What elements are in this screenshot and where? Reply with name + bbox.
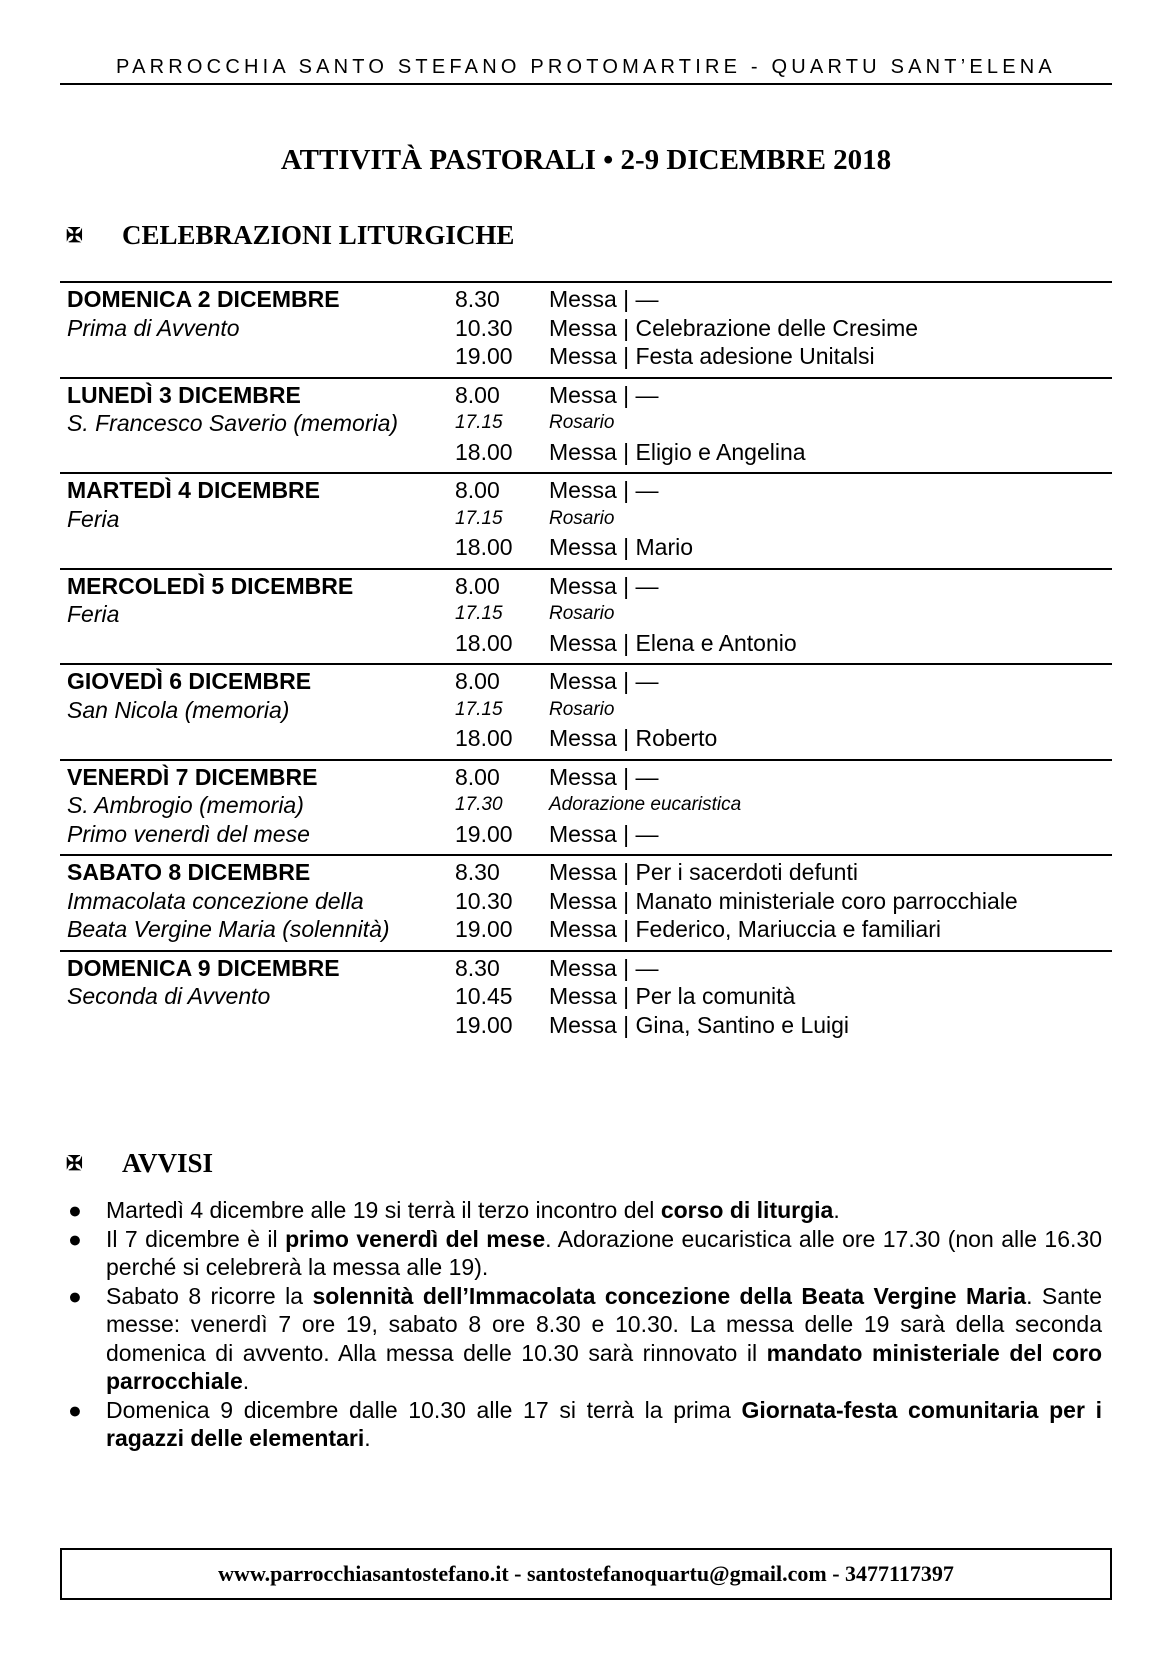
event-time: 10.30	[455, 314, 513, 341]
bullet-icon: ●	[68, 1197, 82, 1223]
notice-text: .	[833, 1197, 840, 1223]
notice-item	[68, 1282, 1102, 1396]
schedule-row	[60, 667, 1112, 696]
day-subtitle: Seconda di Avvento	[67, 983, 271, 1009]
event-description: Messa | Gina, Santino e Luigi	[549, 1011, 850, 1038]
event-description: Messa | Eligio e Angelina	[549, 438, 806, 465]
event-description: Rosario	[549, 507, 615, 529]
notice-item	[68, 1396, 1102, 1453]
event-description: Messa | Roberto	[549, 725, 718, 751]
event-time: 8.00	[455, 763, 500, 790]
day-block	[60, 759, 1112, 855]
event-description: Messa | —	[549, 954, 659, 981]
event-time: 19.00	[455, 343, 513, 369]
day-name: MARTEDÌ 4 DICEMBRE	[67, 477, 321, 503]
schedule-row	[60, 342, 1112, 371]
cross-pattee-icon: ✠	[66, 225, 83, 247]
notice-emphasis: Giornata-festa comunitaria per i ragazzi delle elementari	[106, 1396, 1102, 1451]
schedule-row	[60, 763, 1112, 792]
event-description: Messa | Festa adesione Unitalsi	[549, 343, 875, 369]
schedule-row	[60, 438, 1112, 467]
schedule-row	[60, 314, 1112, 343]
day-name: DOMENICA 9 DICEMBRE	[67, 954, 340, 981]
document-title: ATTIVITÀ PASTORALI • 2-9 DICEMBRE 2018	[280, 144, 892, 176]
notice-text: Sabato 8 ricorre la	[106, 1282, 313, 1309]
schedule-row	[60, 858, 1112, 887]
empty-cell	[60, 438, 455, 467]
event-time: 8.00	[455, 668, 500, 694]
day-block	[60, 472, 1112, 568]
day-subtitle: Prima di Avvento	[67, 314, 240, 341]
notice-text: . Adorazione eucaristica alle ore 17.30 (non alle 16.30 perché si celebrerà la messa alle 19).	[106, 1225, 1102, 1280]
day-name: LUNEDÌ 3 DICEMBRE	[67, 381, 301, 408]
event-description: Rosario	[549, 698, 615, 720]
event-description: Messa | —	[549, 820, 659, 847]
event-time: 19.00	[455, 1011, 513, 1038]
day-block	[60, 854, 1112, 950]
event-time: 8.00	[455, 572, 500, 599]
event-time: 8.30	[455, 954, 500, 981]
schedule-row	[60, 505, 1112, 534]
event-time: 17.30	[455, 794, 503, 815]
event-description: Adorazione eucaristica	[549, 794, 742, 815]
day-subtitle: S. Ambrogio (memoria)	[67, 792, 304, 818]
notice-emphasis: primo venerdì del mese	[285, 1225, 546, 1252]
schedule-row	[60, 533, 1112, 562]
day-subtitle: S. Francesco Saverio (memoria)	[67, 410, 399, 436]
day-block	[60, 950, 1112, 1046]
event-description: Messa | Elena e Antonio	[549, 629, 797, 656]
schedule-row	[60, 381, 1112, 410]
day-subtitle: Immacolata concezione della	[67, 887, 364, 914]
day-block	[60, 377, 1112, 473]
day-name: DOMENICA 2 DICEMBRE	[67, 286, 340, 312]
schedule-row	[60, 572, 1112, 601]
event-description: Messa | —	[549, 763, 659, 790]
schedule-row	[60, 915, 1112, 944]
event-time: 17.15	[455, 698, 503, 720]
day-name: SABATO 8 DICEMBRE	[67, 859, 311, 885]
day-block	[60, 663, 1112, 759]
event-time: 17.15	[455, 412, 503, 433]
notice-emphasis: solennità dell’Immacolata concezione della Beata Vergine Maria	[312, 1282, 1027, 1309]
cross-pattee-icon: ✠	[66, 1153, 83, 1175]
day-subtitle: San Nicola (memoria)	[67, 696, 290, 723]
bullet-icon: ●	[68, 1396, 82, 1423]
day-subtitle: Feria	[67, 601, 120, 627]
notice-item	[68, 1225, 1102, 1282]
notice-text: . Sante messe: venerdì 7 ore 19, sabato 8 ore 8.30 e 10.30. La messa delle 19 sarà della seconda domenica di avvento. Alla messa delle 10.30 sarà rinnovato il	[106, 1282, 1103, 1366]
notice-item	[68, 1196, 1102, 1225]
notice-text: Martedì 4 dicembre alle 19 si terrà il terzo incontro del	[106, 1197, 661, 1223]
empty-cell	[60, 533, 455, 562]
day-name: GIOVEDÌ 6 DICEMBRE	[67, 668, 312, 694]
event-description: Messa | —	[549, 477, 659, 503]
event-time: 10.30	[455, 887, 513, 914]
section-title: AVVISI	[122, 1148, 214, 1178]
event-time: 10.45	[455, 983, 513, 1009]
footer-contacts: www.parrocchiasantostefano.it - santostefanoquartu@gmail.com - 3477117397	[218, 1561, 954, 1586]
event-description: Rosario	[549, 412, 615, 433]
schedule-row	[60, 1011, 1112, 1040]
section-heading-notices	[66, 1148, 213, 1179]
empty-cell	[60, 724, 455, 753]
event-time: 17.15	[455, 507, 503, 529]
schedule-row	[60, 696, 1112, 725]
event-description: Messa | —	[549, 286, 659, 312]
event-description: Messa | Per i sacerdoti defunti	[549, 859, 858, 885]
empty-cell	[60, 629, 455, 658]
event-time: 8.30	[455, 859, 500, 885]
bullet-icon: ●	[68, 1282, 82, 1309]
schedule-row	[60, 954, 1112, 983]
header-rule	[60, 83, 1112, 85]
event-description: Messa | Per la comunità	[549, 983, 796, 1009]
event-description: Messa | Manato ministeriale coro parrocchiale	[549, 887, 1018, 914]
empty-cell	[60, 342, 455, 371]
schedule-row	[60, 724, 1112, 753]
event-time: 18.00	[455, 725, 513, 751]
event-time: 18.00	[455, 629, 513, 656]
event-time: 8.00	[455, 477, 500, 503]
event-description: Messa | Celebrazione delle Cresime	[549, 314, 919, 341]
event-time: 18.00	[455, 438, 513, 465]
schedule-row	[60, 629, 1112, 658]
day-block	[60, 281, 1112, 377]
empty-cell	[60, 1011, 455, 1040]
notices-list	[68, 1196, 1102, 1453]
event-description: Messa | —	[549, 381, 659, 408]
event-description: Rosario	[549, 603, 615, 624]
notice-emphasis: corso di liturgia	[660, 1197, 834, 1223]
event-description: Messa | —	[549, 668, 659, 694]
event-time: 8.00	[455, 381, 500, 408]
section-heading-liturgy	[66, 220, 514, 251]
day-subtitle: Feria	[67, 505, 120, 532]
schedule-row	[60, 409, 1112, 438]
schedule-row	[60, 476, 1112, 505]
event-time: 17.15	[455, 603, 503, 624]
event-time: 18.00	[455, 534, 513, 560]
section-title: CELEBRAZIONI LITURGICHE	[122, 220, 515, 250]
day-subtitle: Beata Vergine Maria (solennità)	[67, 916, 390, 942]
notice-text: .	[242, 1368, 250, 1394]
event-description: Messa | Federico, Mariuccia e familiari	[549, 916, 941, 942]
schedule-row	[60, 887, 1112, 916]
day-block	[60, 568, 1112, 664]
footer-contacts-box	[60, 1548, 1112, 1600]
bullet-icon: ●	[68, 1225, 82, 1252]
schedule-row	[60, 820, 1112, 849]
event-description: Messa | —	[549, 572, 659, 599]
schedule-row	[60, 600, 1112, 629]
notice-text: Domenica 9 dicembre dalle 10.30 alle 17 si terrà la prima	[106, 1396, 742, 1423]
schedule-row	[60, 982, 1112, 1011]
day-subtitle: Primo venerdì del mese	[67, 820, 310, 847]
notice-emphasis: mandato ministeriale del coro parrocchiale	[106, 1339, 1103, 1394]
event-time: 19.00	[455, 820, 513, 847]
schedule-row	[60, 285, 1112, 314]
event-time: 8.30	[455, 286, 500, 312]
parish-header: PARROCCHIA SANTO STEFANO PROTOMARTIRE - QUARTU SANT’ELENA	[116, 56, 1056, 78]
event-time: 19.00	[455, 916, 513, 942]
liturgy-schedule	[60, 281, 1112, 1045]
notice-text: Il 7 dicembre è il	[106, 1225, 286, 1252]
event-description: Messa | Mario	[549, 534, 694, 560]
schedule-row	[60, 791, 1112, 820]
notice-text: .	[364, 1425, 371, 1451]
day-name: MERCOLEDÌ 5 DICEMBRE	[67, 572, 354, 599]
day-name: VENERDÌ 7 DICEMBRE	[67, 763, 318, 790]
